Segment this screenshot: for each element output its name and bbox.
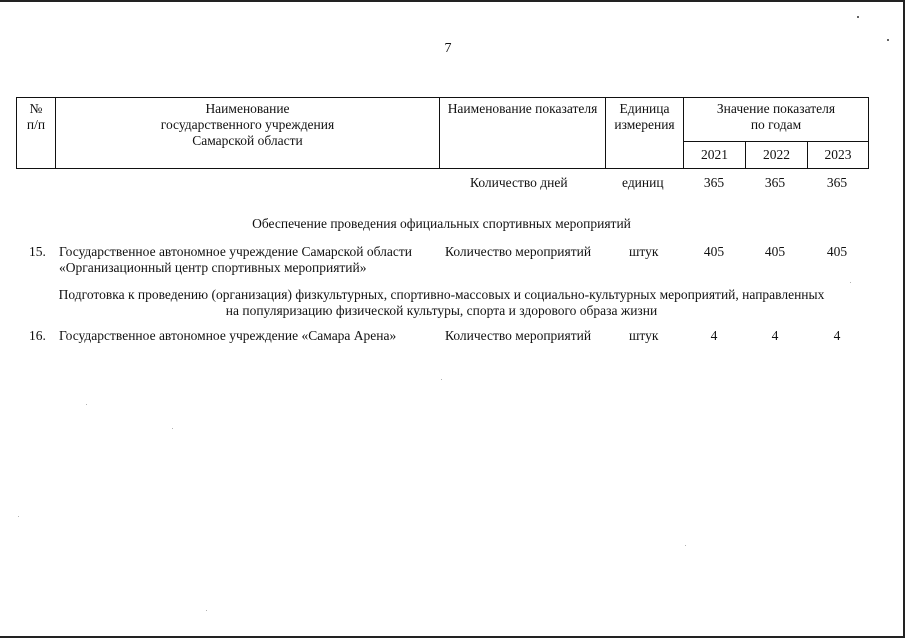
- scan-speck: [857, 16, 859, 18]
- continuation-unit: единиц: [622, 175, 664, 190]
- row-16-unit: штук: [629, 328, 659, 343]
- header-value-line: Значение показателя: [716, 101, 836, 116]
- header-institution-line: государственного учреждения: [160, 117, 335, 132]
- scan-border-top: [0, 0, 905, 2]
- header-year-2021: 2021: [684, 142, 746, 169]
- row-15-value-2022: 405: [764, 244, 786, 259]
- row-16-institution: Государственное автономное учреждение «Самара Арена»: [59, 328, 397, 343]
- continuation-value-2023: 365: [826, 175, 848, 190]
- section-2-title-line2: на популяризацию физической культуры, спорта и здорового образа жизни: [225, 303, 658, 318]
- header-institution-line: Самарской области: [192, 133, 303, 148]
- continuation-indicator: Количество дней: [470, 175, 568, 190]
- header-value-line: по годам: [750, 117, 802, 132]
- scan-speck: [18, 516, 19, 517]
- header-year-2022: 2022: [746, 142, 808, 169]
- table-header: [16, 97, 869, 169]
- section-2-title-line1: Подготовка к проведению (организация) физкультурных, спортивно-массовых и социально-культурных мероприятий, направленных: [58, 287, 825, 302]
- row-15-indicator: Количество мероприятий: [445, 244, 592, 259]
- section-1-title: Обеспечение проведения официальных спортивных мероприятий: [252, 216, 631, 231]
- header-institution-cell: [56, 98, 440, 169]
- row-15-value-2021: 405: [703, 244, 725, 259]
- row-16-value-2021: 4: [710, 328, 718, 343]
- header-unit-cell: [606, 98, 684, 169]
- scan-speck: [887, 39, 889, 41]
- header-num-line: п/п: [26, 117, 46, 132]
- header-institution-line: Наименование: [205, 101, 290, 116]
- continuation-value-2021: 365: [703, 175, 725, 190]
- scan-speck: [172, 428, 173, 429]
- row-16-num: 16.: [29, 328, 46, 343]
- row-16-value-2022: 4: [771, 328, 779, 343]
- header-indicator-cell: Наименование показателя: [440, 98, 606, 169]
- scan-speck: [850, 282, 851, 283]
- continuation-value-2022: 365: [764, 175, 786, 190]
- row-15-institution-line1: Государственное автономное учреждение Самарской области: [59, 244, 413, 259]
- row-16-value-2023: 4: [833, 328, 841, 343]
- row-16-indicator: Количество мероприятий: [445, 328, 592, 343]
- header-value-cell: [684, 98, 869, 142]
- header-num-cell: [17, 98, 56, 169]
- header-unit-line: Единица: [619, 101, 670, 116]
- row-15-value-2023: 405: [826, 244, 848, 259]
- row-15-unit: штук: [629, 244, 659, 259]
- scan-speck: [685, 545, 686, 546]
- scan-speck: [206, 610, 207, 611]
- header-unit-line: измерения: [614, 117, 675, 132]
- scan-speck: [441, 379, 442, 380]
- header-year-2023: 2023: [808, 142, 869, 169]
- scan-speck: [86, 404, 87, 405]
- row-15-num: 15.: [29, 244, 46, 259]
- row-15-institution-line2: «Организационный центр спортивных мероприятий»: [59, 260, 367, 275]
- page-number: 7: [444, 41, 452, 56]
- header-num-line: №: [29, 101, 43, 116]
